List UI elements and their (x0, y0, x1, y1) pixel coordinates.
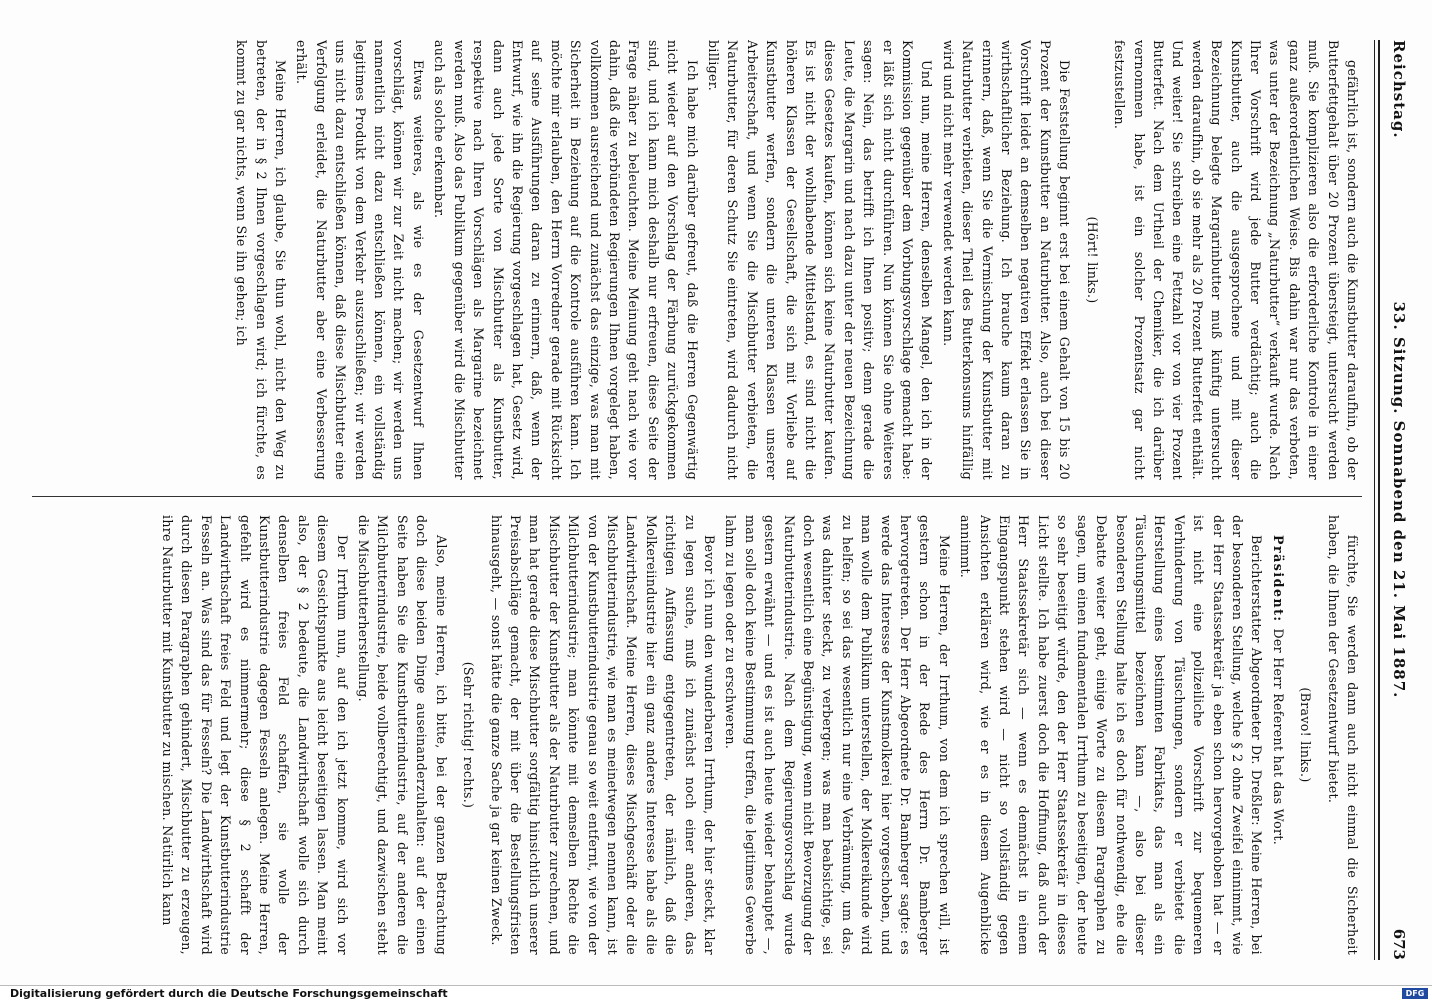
paragraph: Etwas weiteres, als wie es der Gesetzentwurf Ihnen vorschlägt, können wir zur Zeit nicht machen; wir werden uns namentlich nicht dazu entschließen können, ein vollständig legitimes Produkt von dem Verkehr auszuschließen; wir werden uns nicht dazu entschließen können, daß diese Mischbutter eine Verfolgung erleidet, die Naturbutter aber eine Verbesserung erhält. (294, 40, 426, 480)
page-header (1382, 40, 1412, 960)
paragraph: Ich habe mich darüber gefreut, daß die Herren Gegenwärtig nicht wieder auf den Vorschlag der Färbung zurückgekommen sind, und ich kann mich deshalb nur erfreuen, diese Seite der Frage näher zu beleuchten. Meine Meinung geht nach wie vor dahin, daß die verbündeten Regierungen Ihnen vorgelegt haben, vollkommen ausreichend und zunächst das einzige, was man mit Sicherheit in Beziehung auf die Kontrole ausführen kann. Ich möchte mir erlauben, den Herrn Vorredner gerade mit Rücksicht auf seine Ausführungen daran zu erinnern, daß, wenn der Entwurf, wie ihn die Regierung vorgeschlagen hat, Gesetz wird, dann auch jede Sorte von Mischbutter als Kunstbutter, respektive nach Ihren Vorschlägen als Margarine bezeichnet werden muß. Also das Publikum gegenüber wird die Mischbutter auch als solche erkennbar. (432, 40, 700, 480)
page-number: 673 (1390, 928, 1408, 960)
paragraph: Der Irrthum nun, auf den ich jetzt komme, wird sich vor diesem Gesichtspunkte aus leicht beseitigen lassen. Man meint also, der § 2 bedeute, die Landwirthschaft wolle sich durch denselben freies Feld schaffen, sie wolle der Kunstbutterindustrie dagegen Fesseln anlegen. Meine Herren, gefehlt wird es nimmermehr; diese § 2 schafft der Landwirthschaft freies Feld und legt der Kunstbutterindustrie Fesseln an. Was sind das für Fesseln? Die Landwirthschaft wird durch diesen Paragraphen gehindert, Mischbutter zu erzeugen, ihre Naturbutter mit Kunstbutter zu mischen. Natürlich kann (160, 515, 350, 955)
digitization-credit-bar (0, 985, 1432, 1001)
interjection: (Bravo! links.) (1298, 687, 1314, 783)
interjection: (Sehr richtig! rechts.) (461, 661, 477, 809)
paragraph: Bevor ich nun den wunderbaren Irrthum, der hier steckt, klar zu legen suche, muß ich zunächst noch einer anderen, das richtigen Auffassung entgegentreten, der nämlich, daß die Molkereiindustrie hier ein ganz anderes Interesse habe als die Landwirthschaft. Meine Herren, dieses Mischgeschäft oder die Mischbutterindustrie, wie man es meinetwegen nennen kann, ist von der Kunstbutterindustrie genau so weit entfernt, wie von der Milchbutterindustrie; man könnte mit demselben Rechte die Mischbutter der Kunstbutter als der Naturbutter zurechnen, und man hat gerade diese Mischbutter sorgfältig hinsichtlich unserer Preisabschläge gemacht, der mit über die Bestellungsfristen hinausgeht, — sonst hätte die ganze Sache ja gar keinen Zweck. (488, 515, 717, 955)
speaker-paragraph: Präsident: Der Herr Referent hat das Wort. (1270, 535, 1286, 845)
text-column-left (42, 40, 1362, 480)
header-title: 33. Sitzung. Sonnabend den 21. Mai 1887. (1390, 301, 1408, 699)
credit-text: Digitalisierung gefördert durch die Deutsche Forschungsgemeinschaft (10, 987, 448, 1000)
column-divider (32, 496, 1362, 497)
paragraph: Meine Herren, ich glaube, Sie thun wohl, nicht den Weg zu betreten, der in § 2 Ihnen vorgeschlagen wird; ich fürchte, es kommt zu gar nichts, wenn Sie ihn gehen; ich (234, 40, 289, 480)
paragraph: gefährlich ist, sondern auch die Kunstbutter daraufhin, ob der Butterfettgehalt über 20 Prozent übersteigt, untersucht werden muß. Sie komplizieren also die erforderliche Kontrole in einer ganz außerordentlichen Weise. Bis dahin war nur das verboten, was unter der Bezeichnung „Naturbutter“ verkauft wurde. Nach Ihrer Vorschrift wird jede Butter verdächtig; auch die Kunstbutter, auch die ausgesprochene und mit dieser Bezeichnung belegte Margarinbutter muß künftig untersucht werden daraufhin, ob sie mehr als 20 Prozent Butterfett enthält. Und weiter! Sie schreiben eine Fettzahl vor von vier Prozent Butterfett. Nach dem Urtheil der Chemiker, die ich darüber vernommen habe, ist ein solcher Prozentsatz gar nicht festzustellen. (1112, 40, 1360, 480)
paragraph: Berichterstatter Abgeordneter Dr. Dreßler: Meine Herren, bei der besonderen Stellung, welche § 2 ohne Zweifel einnimmt, wie der Herr Staatssekretär ja eben schon hervorgehoben hat — er ist nicht eine polizeiliche Vorschrift zur bequemeren Verhinderung von Täuschungen, sondern er verbietet die Herstellung eines bestimmten Fabrikats, das man als ein Täuschungsmittel bezeichnen kann —, also bei dieser besonderen Stellung halte ich es doch für nothwendig, ehe die Debatte weiter geht, einige Worte zu diesem Paragraphen zu sagen, um einen fundamentalen Irrthum zu beseitigen, der heute so sehr beseitigt würde, den der Herr Staatssekretär in dieses Licht stellte. Ich habe zuerst doch die Hoffnung, daß auch der Herr Staatssekretär sich — wenn es demnächst in einem Eingangspunkt stehen wird — nicht so vollständig gegen Ansichten erklären wird, wie er es in diesem Augenblicke annimmt. (958, 515, 1265, 955)
header-rule (1378, 40, 1380, 960)
paragraph: fürchte, Sie werden dann auch nicht einmal die Sicherheit haben, die Ihnen der Gesetzentwurf bietet. (1325, 515, 1360, 955)
paragraph: Und nun, meine Herren, denselben Mangel, den ich in der Kommission gegenüber dem Vorbungsvorschlage gemacht habe: er läßt sich nicht durchführen. Nun können Sie ohne Weiteres sagen: Nein, das betrifft ich Ihnen positiv; denn gerade die Leute, die Margarin und nach dazu unter der neuen Bezeichnung dieses Gesetzes kaufen, können sich keine Naturbutter kaufen. Es ist nicht der wohlhabende Mittelstand, es sind nicht die höheren Klassen der Gesellschaft, die sich mit Vorliebe auf Kunstbutter werfen, sondern die unteren Klassen unserer Arbeiterschaft, und wenn Sie die Mischbutter verbieten, die Naturbutter, für deren Schutz Sie eintreten, wird dadurch nicht billiger. (706, 40, 935, 480)
paragraph: Also, meine Herren, ich bitte, bei der ganzen Betrachtung doch diese beiden Dinge auseinanderzuhalten: auf der einen Seite haben Sie die Kunstbutterindustrie, auf der anderen die Milchbutterindustrie, beide vollberechtigt, und dazwischen steht die Mischbutterherstellung. (356, 515, 449, 955)
speaker-name: Präsident: (1270, 535, 1286, 629)
text-column-right (42, 515, 1362, 955)
paragraph: Die Feststellung beginnt erst bei einem Gehalt von 15 bis 20 Prozent der Kunstbutter an Naturbutter. Also, auch bei dieser Vorschrift leidet an demselben negativen Effekt erlassen Sie in wirthschaftlicher Beziehung. Ich brauche kaum daran zu erinnern, daß, wenn Sie die Vermischung der Kunstbutter mit Naturbutter verbieten, dieser Theil des Butterkonsums hinfällig wird und nicht mehr verwendet werden kann. (940, 40, 1073, 480)
header-left: Reichstag. (1390, 40, 1408, 139)
header-rule-thin (1374, 40, 1375, 960)
dfg-logo: DFG (1402, 988, 1428, 999)
paragraph: Meine Herren, der Irrthum, von dem ich sprechen will, ist gestern schon in der Rede des Herrn Dr. Bamberger hervorgetreten. Der Herr Abgeordnete Dr. Bamberger sagte: es werde das Interesse der Kunstmolkerei hier vorgeschoben, und man wolle dem Publikum unterstellen, der Molkereikunde wird zu helfen; so sei das wesentlich nur eine Verbrämung, um das, was dahinter steckt, zu verbergen; was man beabsichtige, sei doch wesentlich eine Begünstigung, wenn nicht Bevorzugung der Naturbutterindustrie. Nach dem Regierungsvorschlag wurde gestern erwähnt — und es ist auch heute wieder behauptet —, man solle doch keine Bestimmung treffen, die legitimes Gewerbe lahm zu legen oder zu erschweren. (723, 515, 952, 955)
interjection: (Hört! links.) (1084, 216, 1100, 304)
